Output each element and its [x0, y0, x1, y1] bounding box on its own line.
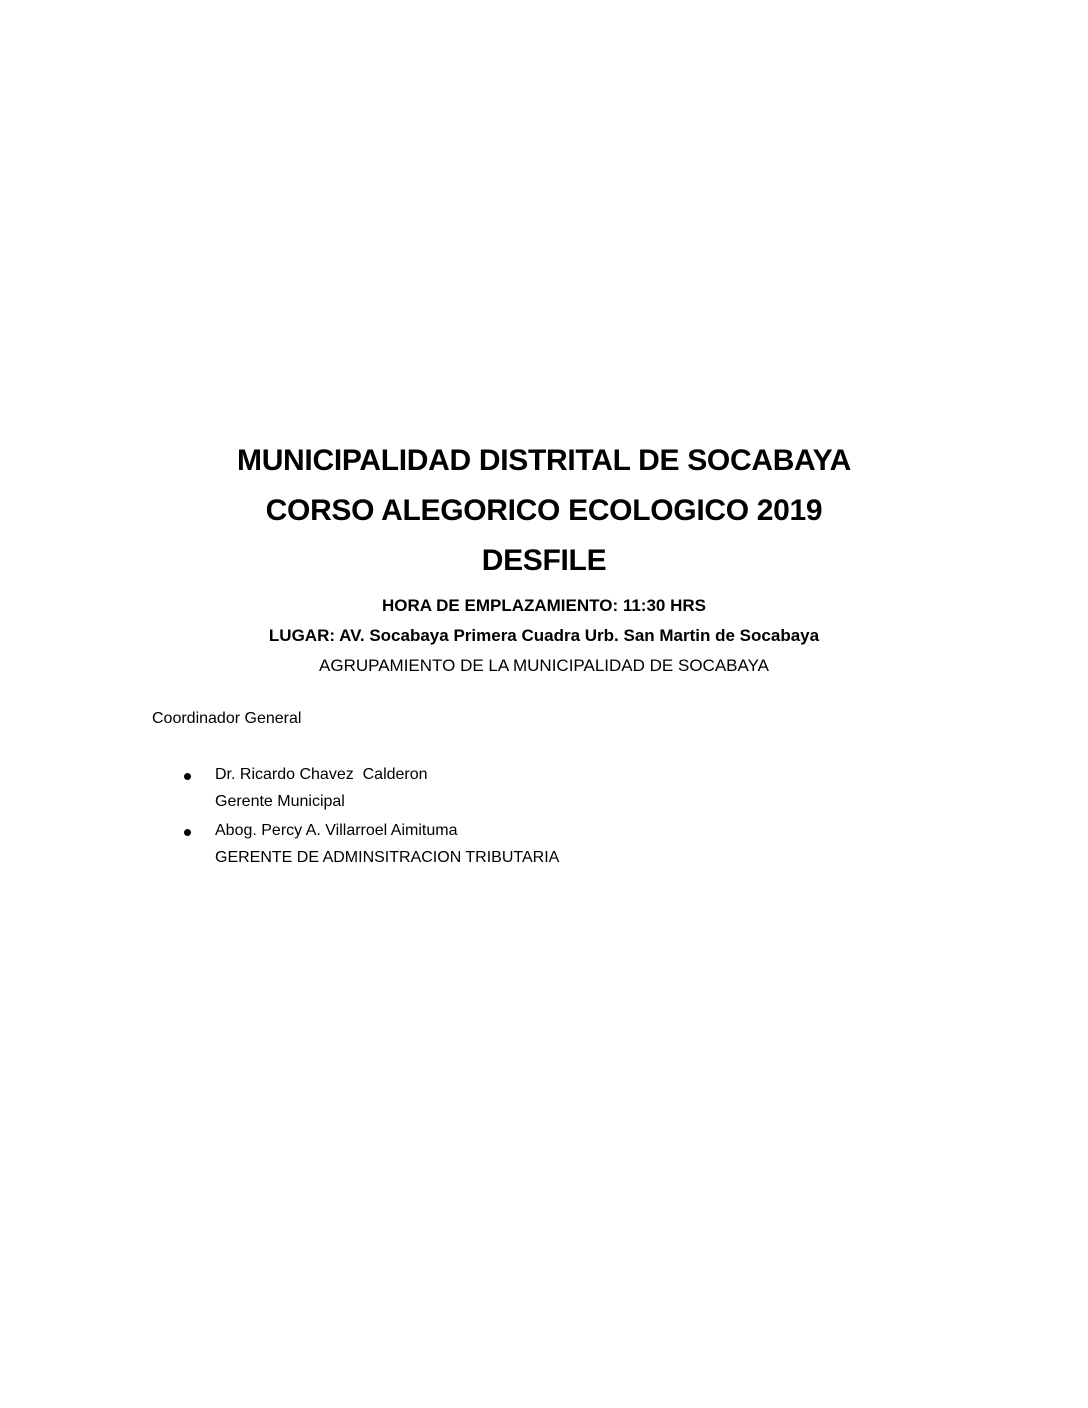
title-desfile: DESFILE — [481, 544, 607, 577]
coordinator-heading: Coordinador General — [152, 710, 302, 727]
title-municipality: MUNICIPALIDAD DISTRITAL DE SOCABAYA — [237, 444, 851, 477]
member-name: Dr. Ricardo Chavez Calderon — [215, 766, 428, 783]
bullet-icon — [184, 773, 191, 780]
bullet-icon — [184, 829, 191, 836]
member-name: Abog. Percy A. Villarroel Aimituma — [215, 822, 458, 839]
schedule-time: HORA DE EMPLAZAMIENTO: 11:30 HRS — [382, 596, 706, 615]
group-line: AGRUPAMIENTO DE LA MUNICIPALIDAD DE SOCABAYA — [319, 656, 769, 675]
member-role: Gerente Municipal — [215, 793, 345, 810]
title-event: CORSO ALEGORICO ECOLOGICO 2019 — [265, 494, 823, 527]
location-line: LUGAR: AV. Socabaya Primera Cuadra Urb. San Martin de Socabaya — [268, 626, 820, 645]
member-role: GERENTE DE ADMINSITRACION TRIBUTARIA — [215, 849, 560, 866]
